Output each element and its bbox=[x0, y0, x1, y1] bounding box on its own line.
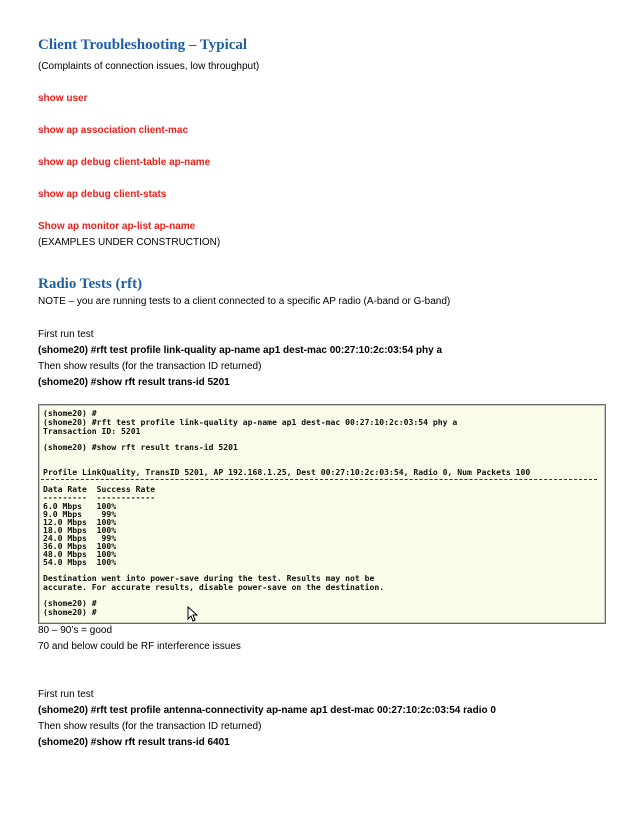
terminal-line: 18.0 Mbps 100% bbox=[43, 525, 117, 535]
terminal-line: (shome20) # bbox=[43, 598, 97, 608]
terminal-line: Data Rate Success Rate bbox=[43, 484, 156, 494]
step1-then: Then show results (for the transaction ID returned) bbox=[38, 361, 262, 372]
section-heading-client-troubleshooting: Client Troubleshooting – Typical bbox=[38, 37, 248, 53]
terminal-line: 12.0 Mbps 100% bbox=[43, 517, 117, 527]
terminal-line: --------- ------------ bbox=[43, 492, 156, 502]
terminal-line: accurate. For accurate results, disable power-save on the destination. bbox=[43, 582, 385, 592]
command-show-ap-debug-client-table: show ap debug client-table ap-name bbox=[38, 157, 211, 168]
step2-command: (shome20) #rft test profile antenna-connectivity ap-name ap1 dest-mac 00:27:10:2c:03:54 radio 0 bbox=[38, 705, 496, 716]
section-subheading: (Complaints of connection issues, low throughput) bbox=[38, 61, 260, 72]
step2-show-command: (shome20) #show rft result trans-id 6401 bbox=[38, 737, 230, 748]
step2-then: Then show results (for the transaction ID returned) bbox=[38, 721, 262, 732]
terminal-line: 6.0 Mbps 100% bbox=[43, 501, 117, 511]
result-good-note: 80 – 90’s = good bbox=[38, 625, 113, 636]
result-bad-note: 70 and below could be RF interference issues bbox=[38, 641, 241, 652]
terminal-divider bbox=[41, 479, 597, 480]
step1-command: (shome20) #rft test profile link-quality ap-name ap1 dest-mac 00:27:10:2c:03:54 phy a bbox=[38, 345, 443, 356]
step1-intro: First run test bbox=[38, 329, 94, 340]
terminal-line: 48.0 Mbps 100% bbox=[43, 549, 117, 559]
terminal-line: Destination went into power-save during the test. Results may not be bbox=[43, 573, 375, 583]
terminal-line: Transaction ID: 5201 bbox=[43, 426, 141, 436]
terminal-line: (shome20) #show rft result trans-id 5201 bbox=[43, 442, 238, 452]
command-show-ap-debug-client-stats: show ap debug client-stats bbox=[38, 189, 167, 200]
terminal-line: (shome20) # bbox=[43, 408, 97, 418]
section-heading-radio-tests: Radio Tests (rft) bbox=[38, 276, 143, 292]
step2-intro: First run test bbox=[38, 689, 94, 700]
mouse-pointer-icon bbox=[187, 606, 199, 622]
terminal-screenshot bbox=[38, 404, 606, 624]
step1-show-command: (shome20) #show rft result trans-id 5201 bbox=[38, 377, 230, 388]
terminal-line: 24.0 Mbps 99% bbox=[43, 533, 117, 543]
terminal-line: (shome20) #rft test profile link-quality ap-name ap1 dest-mac 00:27:10:2c:03:54 phy a bbox=[43, 417, 458, 427]
terminal-line: 9.0 Mbps 99% bbox=[43, 509, 117, 519]
terminal-line: 36.0 Mbps 100% bbox=[43, 541, 117, 551]
terminal-line: (shome20) # bbox=[43, 607, 97, 617]
terminal-line: Profile LinkQuality, TransID 5201, AP 192.168.1.25, Dest 00:27:10:2c:03:54, Radio 0, Num Packets 100 bbox=[43, 467, 531, 477]
terminal-line: 54.0 Mbps 100% bbox=[43, 557, 117, 567]
command-show-ap-monitor: Show ap monitor ap-list ap-name bbox=[38, 221, 196, 232]
command-show-ap-association: show ap association client-mac bbox=[38, 125, 189, 136]
radio-test-note: NOTE – you are running tests to a client connected to a specific AP radio (A-band or G-band) bbox=[38, 296, 451, 307]
command-show-user: show user bbox=[38, 93, 88, 104]
construction-note: (EXAMPLES UNDER CONSTRUCTION) bbox=[38, 237, 221, 248]
